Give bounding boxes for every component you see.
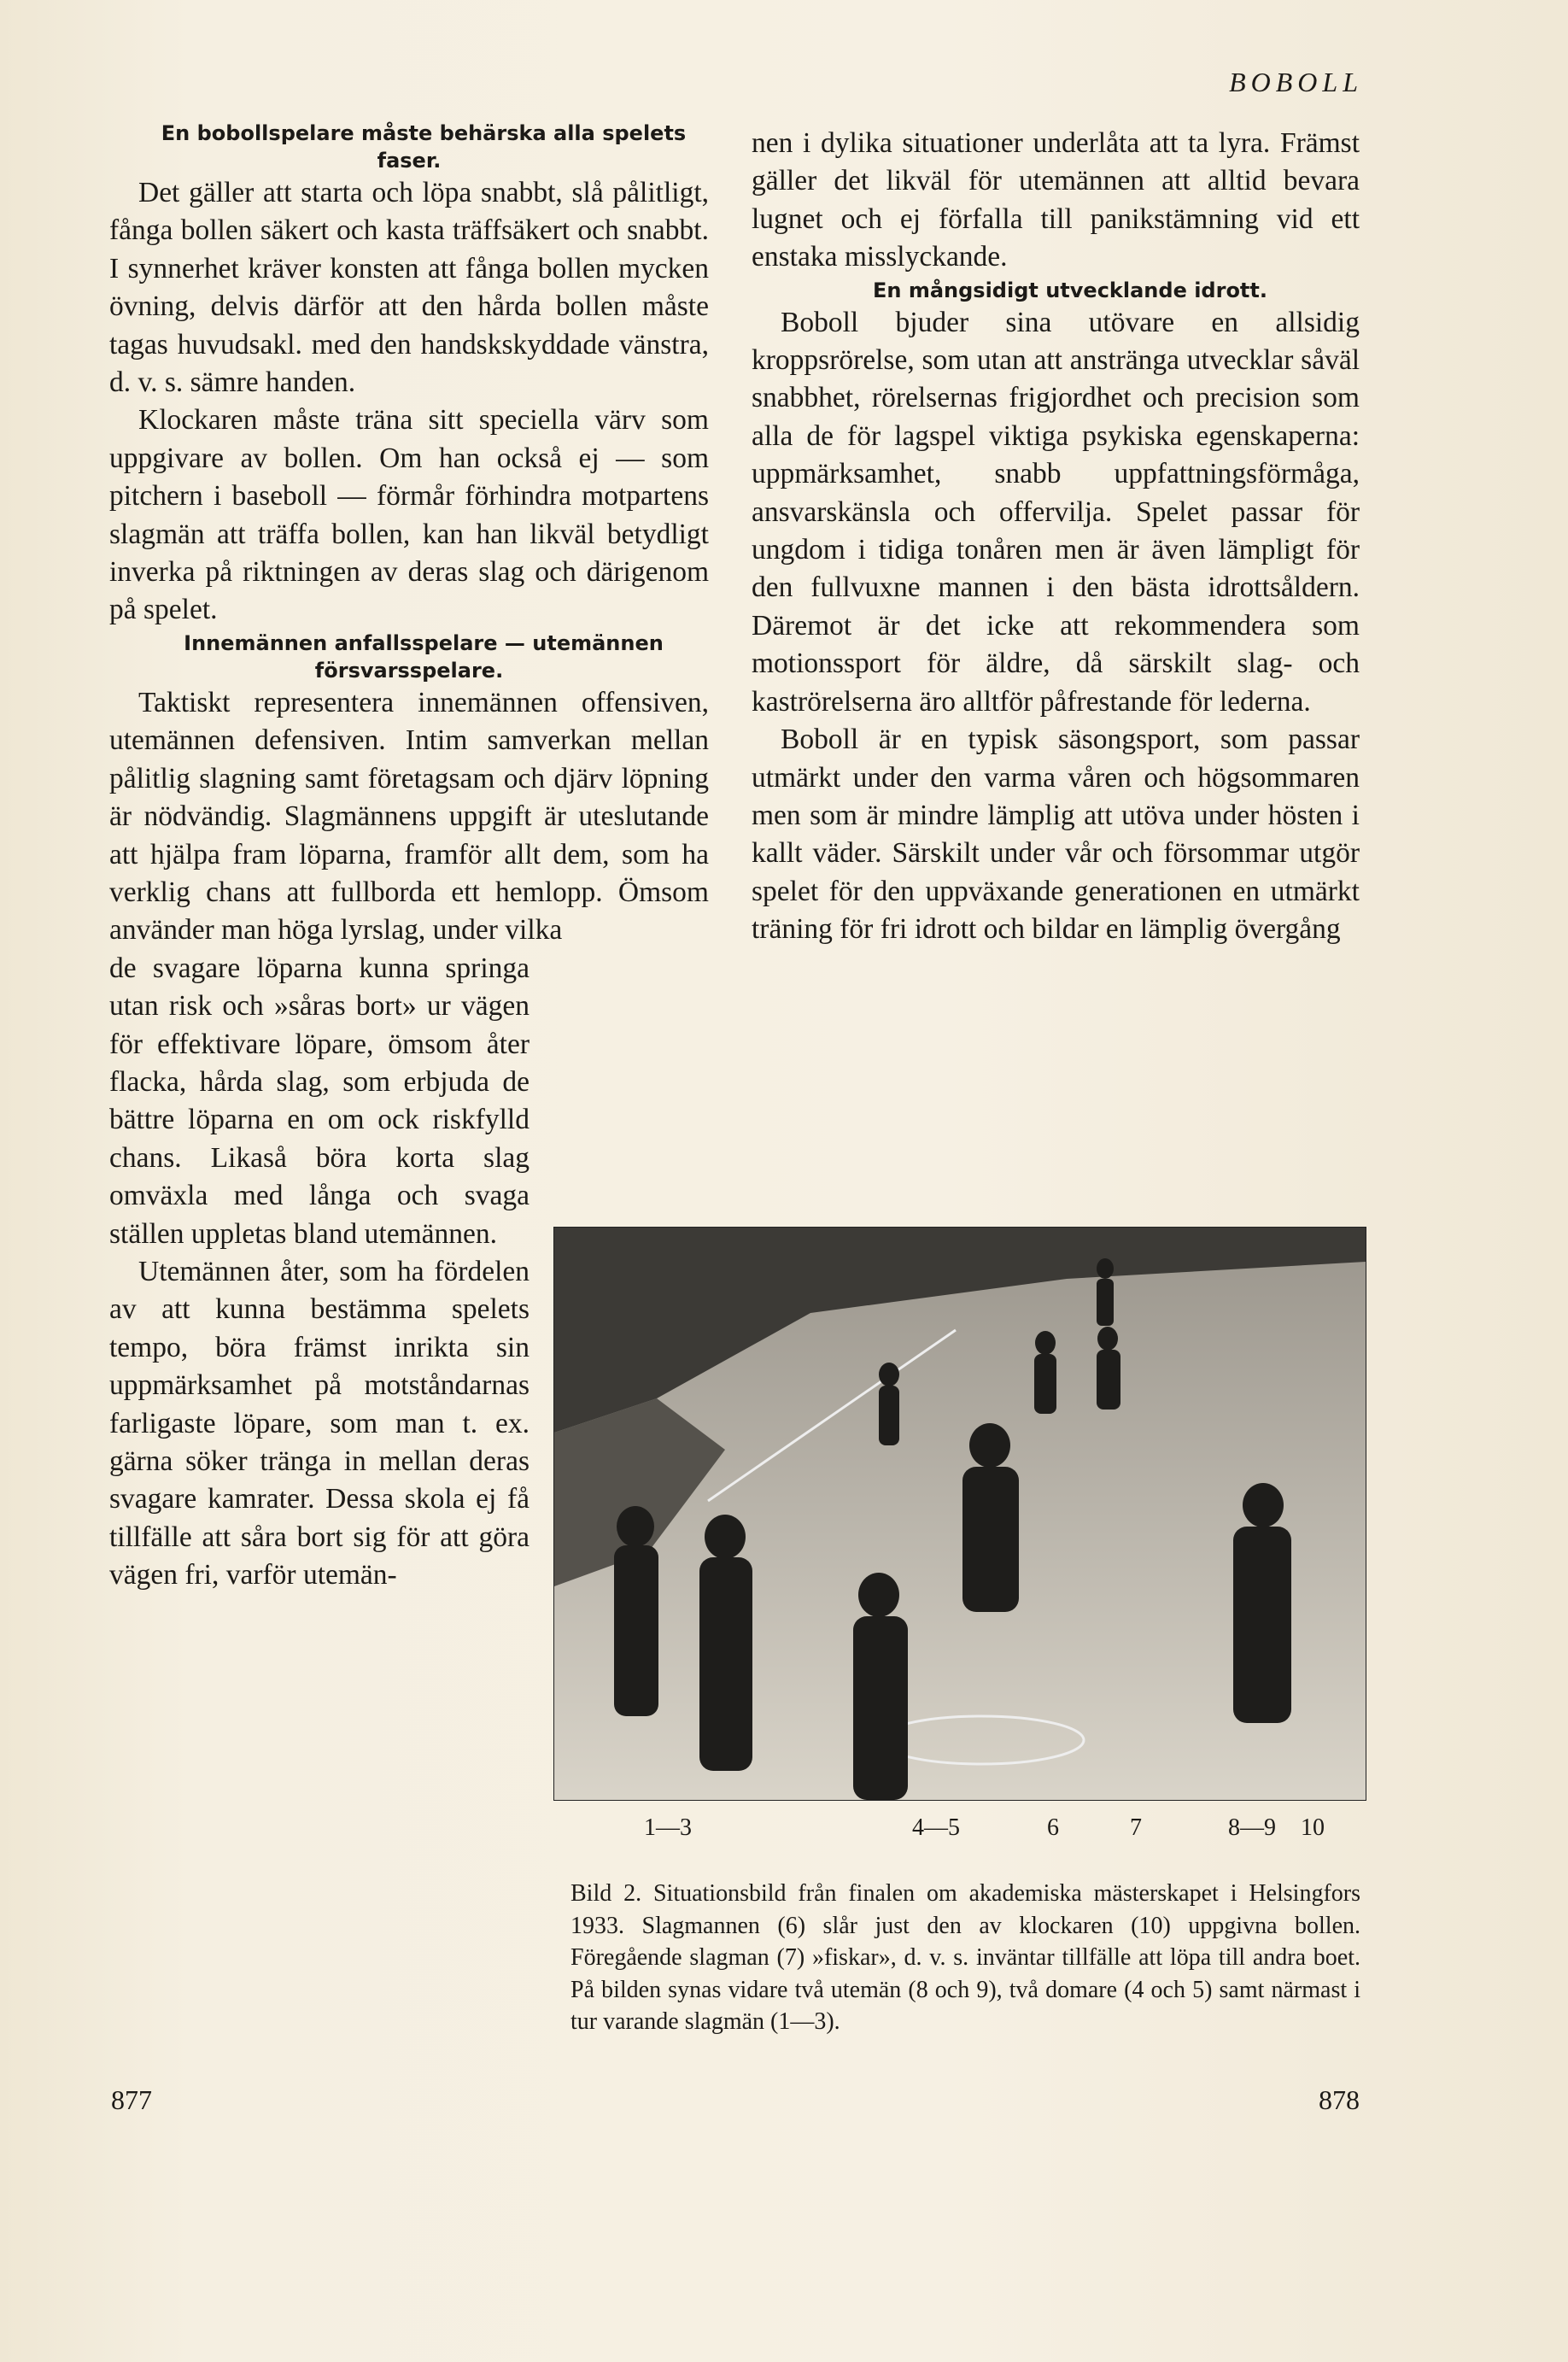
- paragraph: Klockaren måste träna sitt speciella värv som uppgivare av bollen. Om han också ej — som pitchern i baseboll — förmår förhindra motpartens slagmän att träffa bollen, kan han likväl betydligt inverka på riktningen av deras slag och därigenom på spelet.: [109, 404, 709, 626]
- paragraph: Boboll är en typisk säsongsport, som passar utmärkt under den varma våren och högsommaren men som är mindre lämplig att utöva under hösten i kallt väder. Särskilt under vår och försommar utgör spelet för den uppväxande generationen en utmärkt träning för fri idrott och bildar en lämplig övergång: [752, 724, 1360, 946]
- paragraph-continued: de svagare löparna kunna springa utan risk och »såras bort» ur vägen för effektivare löpare, ömsom åter flacka, hårda slag, som erbjuda de bättre löparna en om ock riskfylld chans. Likaså böra korta slag omväxla med långa och svaga ställen uppletas bland utemännen.: [109, 952, 529, 1250]
- figure-caption: Bild 2. Situationsbild från finalen om akademiska mästerskapet i Helsingfors 1933. Slagmannen (6) slår just den av klockaren (10) uppgivna bollen. Föregående slagman (7) »fiskar», d. v. s. inväntar tillfälle att löpa till andra boet. På bilden synas vidare två utemän (8 och 9), två domare (4 och 5) samt närmast i tur varande slagmän (1—3).: [570, 1880, 1360, 2035]
- right-column: [752, 125, 1360, 949]
- photo-labels: [553, 1814, 1365, 1849]
- paragraph-continued: nen i dylika situationer underlåta att ta lyra. Främst gäller det likväl för utemännen att alltid bevara lugnet och ej förfalla till panikstämning vid ett enstaka misslyckande.: [752, 127, 1360, 273]
- photo-label: 4—5: [912, 1814, 960, 1841]
- running-head: BOBOLL: [1229, 67, 1363, 97]
- section-heading: En bobollspelare måste behärska alla spelets faser.: [161, 121, 687, 173]
- paragraph: Utemännen åter, som ha fördelen av att kunna bestämma spelets tempo, böra främst inrikta sin uppmärksamhet på motståndarnas farligaste löpare, som man t. ex. gärna söker tränga in mellan deras svagare kamrater. Dessa skola ej få tillfälle att såra bort sig för att göra vägen fri, varför utemän-: [109, 1255, 529, 1591]
- photo-label: 6: [1047, 1814, 1059, 1841]
- paragraph: Taktiskt representera innemännen offensiven, utemännen defensiven. Intim samverkan mellan pålitlig slagning samt företagsam och djärv löpning är nödvändig. Slagmännens uppgift är uteslutande att hjälpa fram löparna, framför allt dem, som ha verklig chans att fullborda ett hemlopp. Ömsom använder man höga lyrslag, under vilka: [109, 686, 709, 947]
- photo-label: 7: [1130, 1814, 1142, 1841]
- section-heading: En mångsidigt utvecklande idrott.: [872, 278, 1267, 302]
- section-heading: Innemännen anfallsspelare — utemännen försvarsspelare.: [184, 630, 664, 683]
- page-number-left: 877: [111, 2084, 152, 2115]
- photo-illustration: [554, 1228, 1366, 1800]
- page-number-right: 878: [1319, 2084, 1360, 2115]
- photo-label: 8—9: [1228, 1814, 1276, 1841]
- paragraph: Det gäller att starta och löpa snabbt, slå pålitligt, fånga bollen säkert och kasta träffsäkert och snabbt. I synnerhet kräver konsten att fånga bollen mycken övning, delvis därför att den hårda bollen måste tagas huvudsakl. med den handskskyddade vänstra, d. v. s. sämre handen.: [109, 177, 709, 399]
- paragraph: Boboll bjuder sina utövare en allsidig kroppsrörelse, som utan att anstränga utvecklar såväl snabbhet, rörelsernas frigjordhet och precision som alla de för lagspel viktiga psykiska egenskaperna: uppmärksamhet, snabb uppfattningsförmåga, ansvarskänsla och offervilja. Spelet passar för ungdom i tidiga tonåren men är även lämpligt för den fullvuxne mannen i den bästa idrottsåldern. Däremot är det icke att rekommendera som motionssport för äldre, då särskilt slag- och kaströrelserna äro alltför påfrestande för lederna.: [752, 306, 1360, 718]
- game-photo: [553, 1227, 1366, 1801]
- photo-label: 10: [1301, 1814, 1325, 1841]
- photo-label: 1—3: [644, 1814, 692, 1841]
